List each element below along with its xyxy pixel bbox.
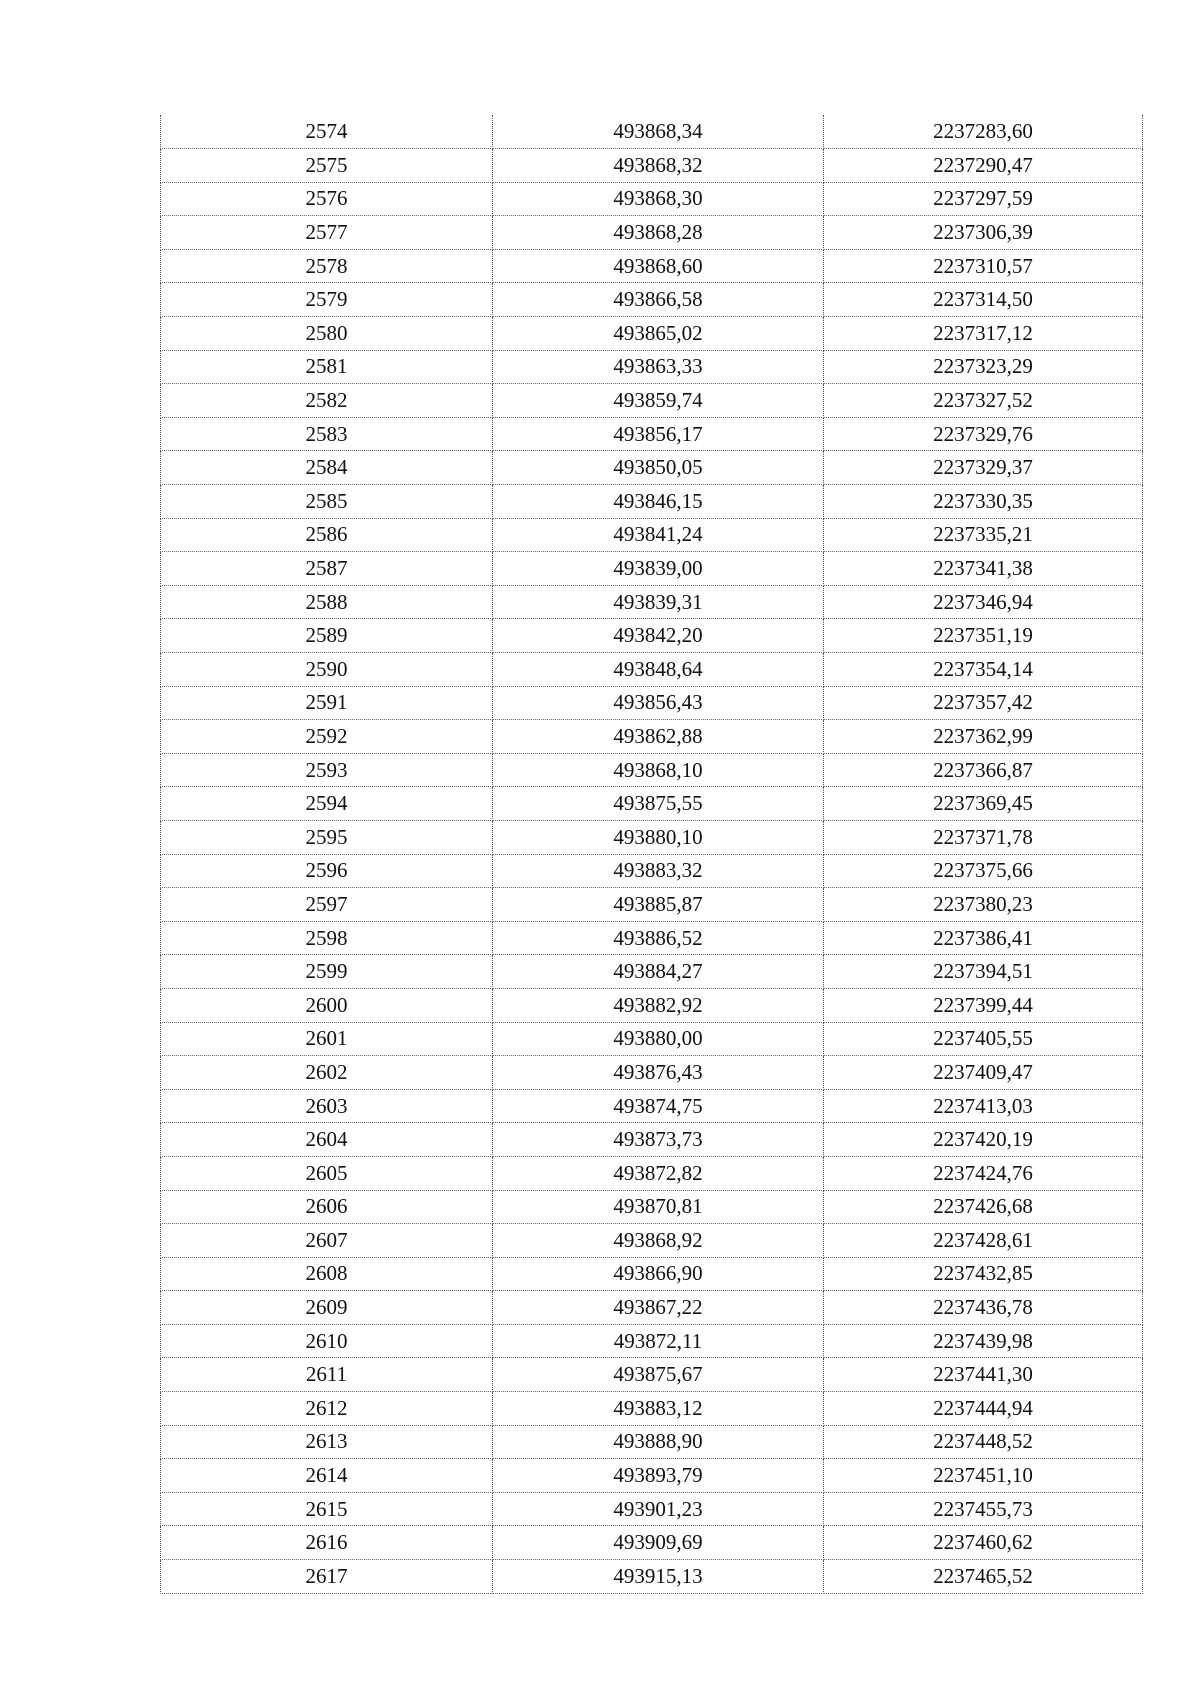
point-number-cell: 2601 (161, 1022, 493, 1056)
table-row (161, 753, 1143, 787)
y-coordinate-cell: 2237354,14 (824, 653, 1143, 687)
x-coordinate-cell: 493839,31 (493, 585, 824, 619)
x-coordinate-cell: 493868,10 (493, 753, 824, 787)
y-coordinate-cell: 2237451,10 (824, 1459, 1143, 1493)
table-row (161, 1324, 1143, 1358)
table-row (161, 1425, 1143, 1459)
point-number-cell: 2607 (161, 1224, 493, 1258)
point-number-cell: 2581 (161, 350, 493, 384)
y-coordinate-cell: 2237335,21 (824, 518, 1143, 552)
table-row (161, 1392, 1143, 1426)
table-row (161, 1056, 1143, 1090)
y-coordinate-cell: 2237375,66 (824, 854, 1143, 888)
table-row (161, 485, 1143, 519)
x-coordinate-cell: 493856,43 (493, 686, 824, 720)
y-coordinate-cell: 2237394,51 (824, 955, 1143, 989)
table-row (161, 1492, 1143, 1526)
y-coordinate-cell: 2237380,23 (824, 888, 1143, 922)
x-coordinate-cell: 493886,52 (493, 921, 824, 955)
table-row (161, 1358, 1143, 1392)
x-coordinate-cell: 493868,30 (493, 182, 824, 216)
y-coordinate-cell: 2237444,94 (824, 1392, 1143, 1426)
y-coordinate-cell: 2237441,30 (824, 1358, 1143, 1392)
point-number-cell: 2609 (161, 1291, 493, 1325)
table-row (161, 1560, 1143, 1594)
table-row (161, 888, 1143, 922)
table-row (161, 317, 1143, 351)
table-row (161, 451, 1143, 485)
x-coordinate-cell: 493883,32 (493, 854, 824, 888)
x-coordinate-cell: 493872,82 (493, 1156, 824, 1190)
x-coordinate-cell: 493868,32 (493, 149, 824, 183)
point-number-cell: 2617 (161, 1560, 493, 1594)
point-number-cell: 2595 (161, 820, 493, 854)
point-number-cell: 2579 (161, 283, 493, 317)
point-number-cell: 2604 (161, 1123, 493, 1157)
y-coordinate-cell: 2237399,44 (824, 988, 1143, 1022)
y-coordinate-cell: 2237455,73 (824, 1492, 1143, 1526)
point-number-cell: 2577 (161, 216, 493, 250)
point-number-cell: 2600 (161, 988, 493, 1022)
table-row (161, 686, 1143, 720)
table-row (161, 988, 1143, 1022)
point-number-cell: 2611 (161, 1358, 493, 1392)
point-number-cell: 2585 (161, 485, 493, 519)
point-number-cell: 2599 (161, 955, 493, 989)
x-coordinate-cell: 493885,87 (493, 888, 824, 922)
table-row (161, 417, 1143, 451)
table-row (161, 149, 1143, 183)
table-row (161, 216, 1143, 250)
point-number-cell: 2575 (161, 149, 493, 183)
point-number-cell: 2576 (161, 182, 493, 216)
x-coordinate-cell: 493866,58 (493, 283, 824, 317)
x-coordinate-cell: 493868,92 (493, 1224, 824, 1258)
table-row (161, 1459, 1143, 1493)
x-coordinate-cell: 493888,90 (493, 1425, 824, 1459)
x-coordinate-cell: 493859,74 (493, 384, 824, 418)
point-number-cell: 2586 (161, 518, 493, 552)
table-row (161, 720, 1143, 754)
y-coordinate-cell: 2237465,52 (824, 1560, 1143, 1594)
y-coordinate-cell: 2237310,57 (824, 249, 1143, 283)
coordinates-table-body (161, 115, 1143, 1593)
y-coordinate-cell: 2237420,19 (824, 1123, 1143, 1157)
table-row (161, 619, 1143, 653)
point-number-cell: 2580 (161, 317, 493, 351)
table-row (161, 1224, 1143, 1258)
table-row (161, 1257, 1143, 1291)
y-coordinate-cell: 2237439,98 (824, 1324, 1143, 1358)
table-row (161, 1156, 1143, 1190)
y-coordinate-cell: 2237290,47 (824, 149, 1143, 183)
x-coordinate-cell: 493846,15 (493, 485, 824, 519)
x-coordinate-cell: 493874,75 (493, 1089, 824, 1123)
x-coordinate-cell: 493870,81 (493, 1190, 824, 1224)
point-number-cell: 2584 (161, 451, 493, 485)
x-coordinate-cell: 493884,27 (493, 955, 824, 989)
x-coordinate-cell: 493868,60 (493, 249, 824, 283)
table-row (161, 182, 1143, 216)
table-row (161, 585, 1143, 619)
point-number-cell: 2614 (161, 1459, 493, 1493)
x-coordinate-cell: 493850,05 (493, 451, 824, 485)
y-coordinate-cell: 2237327,52 (824, 384, 1143, 418)
y-coordinate-cell: 2237413,03 (824, 1089, 1143, 1123)
y-coordinate-cell: 2237297,59 (824, 182, 1143, 216)
y-coordinate-cell: 2237329,76 (824, 417, 1143, 451)
x-coordinate-cell: 493868,28 (493, 216, 824, 250)
y-coordinate-cell: 2237346,94 (824, 585, 1143, 619)
table-row (161, 552, 1143, 586)
y-coordinate-cell: 2237314,50 (824, 283, 1143, 317)
point-number-cell: 2602 (161, 1056, 493, 1090)
x-coordinate-cell: 493868,34 (493, 115, 824, 149)
table-row (161, 518, 1143, 552)
x-coordinate-cell: 493875,67 (493, 1358, 824, 1392)
y-coordinate-cell: 2237409,47 (824, 1056, 1143, 1090)
table-row (161, 350, 1143, 384)
y-coordinate-cell: 2237362,99 (824, 720, 1143, 754)
x-coordinate-cell: 493856,17 (493, 417, 824, 451)
y-coordinate-cell: 2237341,38 (824, 552, 1143, 586)
x-coordinate-cell: 493862,88 (493, 720, 824, 754)
point-number-cell: 2597 (161, 888, 493, 922)
x-coordinate-cell: 493882,92 (493, 988, 824, 1022)
table-row (161, 820, 1143, 854)
y-coordinate-cell: 2237357,42 (824, 686, 1143, 720)
table-row (161, 955, 1143, 989)
x-coordinate-cell: 493867,22 (493, 1291, 824, 1325)
point-number-cell: 2615 (161, 1492, 493, 1526)
table-row (161, 653, 1143, 687)
x-coordinate-cell: 493848,64 (493, 653, 824, 687)
table-row (161, 854, 1143, 888)
point-number-cell: 2588 (161, 585, 493, 619)
table-row (161, 1123, 1143, 1157)
point-number-cell: 2582 (161, 384, 493, 418)
y-coordinate-cell: 2237369,45 (824, 787, 1143, 821)
x-coordinate-cell: 493841,24 (493, 518, 824, 552)
point-number-cell: 2592 (161, 720, 493, 754)
point-number-cell: 2616 (161, 1526, 493, 1560)
point-number-cell: 2612 (161, 1392, 493, 1426)
y-coordinate-cell: 2237436,78 (824, 1291, 1143, 1325)
y-coordinate-cell: 2237330,35 (824, 485, 1143, 519)
table-row (161, 1526, 1143, 1560)
x-coordinate-cell: 493863,33 (493, 350, 824, 384)
table-row (161, 1089, 1143, 1123)
y-coordinate-cell: 2237428,61 (824, 1224, 1143, 1258)
x-coordinate-cell: 493880,00 (493, 1022, 824, 1056)
x-coordinate-cell: 493866,90 (493, 1257, 824, 1291)
y-coordinate-cell: 2237426,68 (824, 1190, 1143, 1224)
point-number-cell: 2598 (161, 921, 493, 955)
y-coordinate-cell: 2237386,41 (824, 921, 1143, 955)
point-number-cell: 2596 (161, 854, 493, 888)
point-number-cell: 2593 (161, 753, 493, 787)
y-coordinate-cell: 2237317,12 (824, 317, 1143, 351)
y-coordinate-cell: 2237424,76 (824, 1156, 1143, 1190)
point-number-cell: 2591 (161, 686, 493, 720)
point-number-cell: 2578 (161, 249, 493, 283)
x-coordinate-cell: 493883,12 (493, 1392, 824, 1426)
point-number-cell: 2605 (161, 1156, 493, 1190)
table-row (161, 249, 1143, 283)
x-coordinate-cell: 493893,79 (493, 1459, 824, 1493)
point-number-cell: 2574 (161, 115, 493, 149)
y-coordinate-cell: 2237323,29 (824, 350, 1143, 384)
y-coordinate-cell: 2237448,52 (824, 1425, 1143, 1459)
y-coordinate-cell: 2237460,62 (824, 1526, 1143, 1560)
x-coordinate-cell: 493875,55 (493, 787, 824, 821)
table-row (161, 115, 1143, 149)
y-coordinate-cell: 2237283,60 (824, 115, 1143, 149)
point-number-cell: 2589 (161, 619, 493, 653)
point-number-cell: 2606 (161, 1190, 493, 1224)
x-coordinate-cell: 493873,73 (493, 1123, 824, 1157)
point-number-cell: 2608 (161, 1257, 493, 1291)
x-coordinate-cell: 493839,00 (493, 552, 824, 586)
point-number-cell: 2603 (161, 1089, 493, 1123)
x-coordinate-cell: 493915,13 (493, 1560, 824, 1594)
point-number-cell: 2594 (161, 787, 493, 821)
y-coordinate-cell: 2237366,87 (824, 753, 1143, 787)
point-number-cell: 2610 (161, 1324, 493, 1358)
x-coordinate-cell: 493842,20 (493, 619, 824, 653)
x-coordinate-cell: 493872,11 (493, 1324, 824, 1358)
y-coordinate-cell: 2237371,78 (824, 820, 1143, 854)
point-number-cell: 2613 (161, 1425, 493, 1459)
x-coordinate-cell: 493880,10 (493, 820, 824, 854)
table-row (161, 921, 1143, 955)
y-coordinate-cell: 2237306,39 (824, 216, 1143, 250)
y-coordinate-cell: 2237351,19 (824, 619, 1143, 653)
y-coordinate-cell: 2237329,37 (824, 451, 1143, 485)
table-row (161, 1291, 1143, 1325)
table-row (161, 1190, 1143, 1224)
table-row (161, 384, 1143, 418)
table-row (161, 1022, 1143, 1056)
coordinates-table (160, 115, 1143, 1594)
x-coordinate-cell: 493865,02 (493, 317, 824, 351)
point-number-cell: 2583 (161, 417, 493, 451)
x-coordinate-cell: 493876,43 (493, 1056, 824, 1090)
table-row (161, 283, 1143, 317)
x-coordinate-cell: 493909,69 (493, 1526, 824, 1560)
y-coordinate-cell: 2237405,55 (824, 1022, 1143, 1056)
y-coordinate-cell: 2237432,85 (824, 1257, 1143, 1291)
point-number-cell: 2587 (161, 552, 493, 586)
table-row (161, 787, 1143, 821)
x-coordinate-cell: 493901,23 (493, 1492, 824, 1526)
point-number-cell: 2590 (161, 653, 493, 687)
